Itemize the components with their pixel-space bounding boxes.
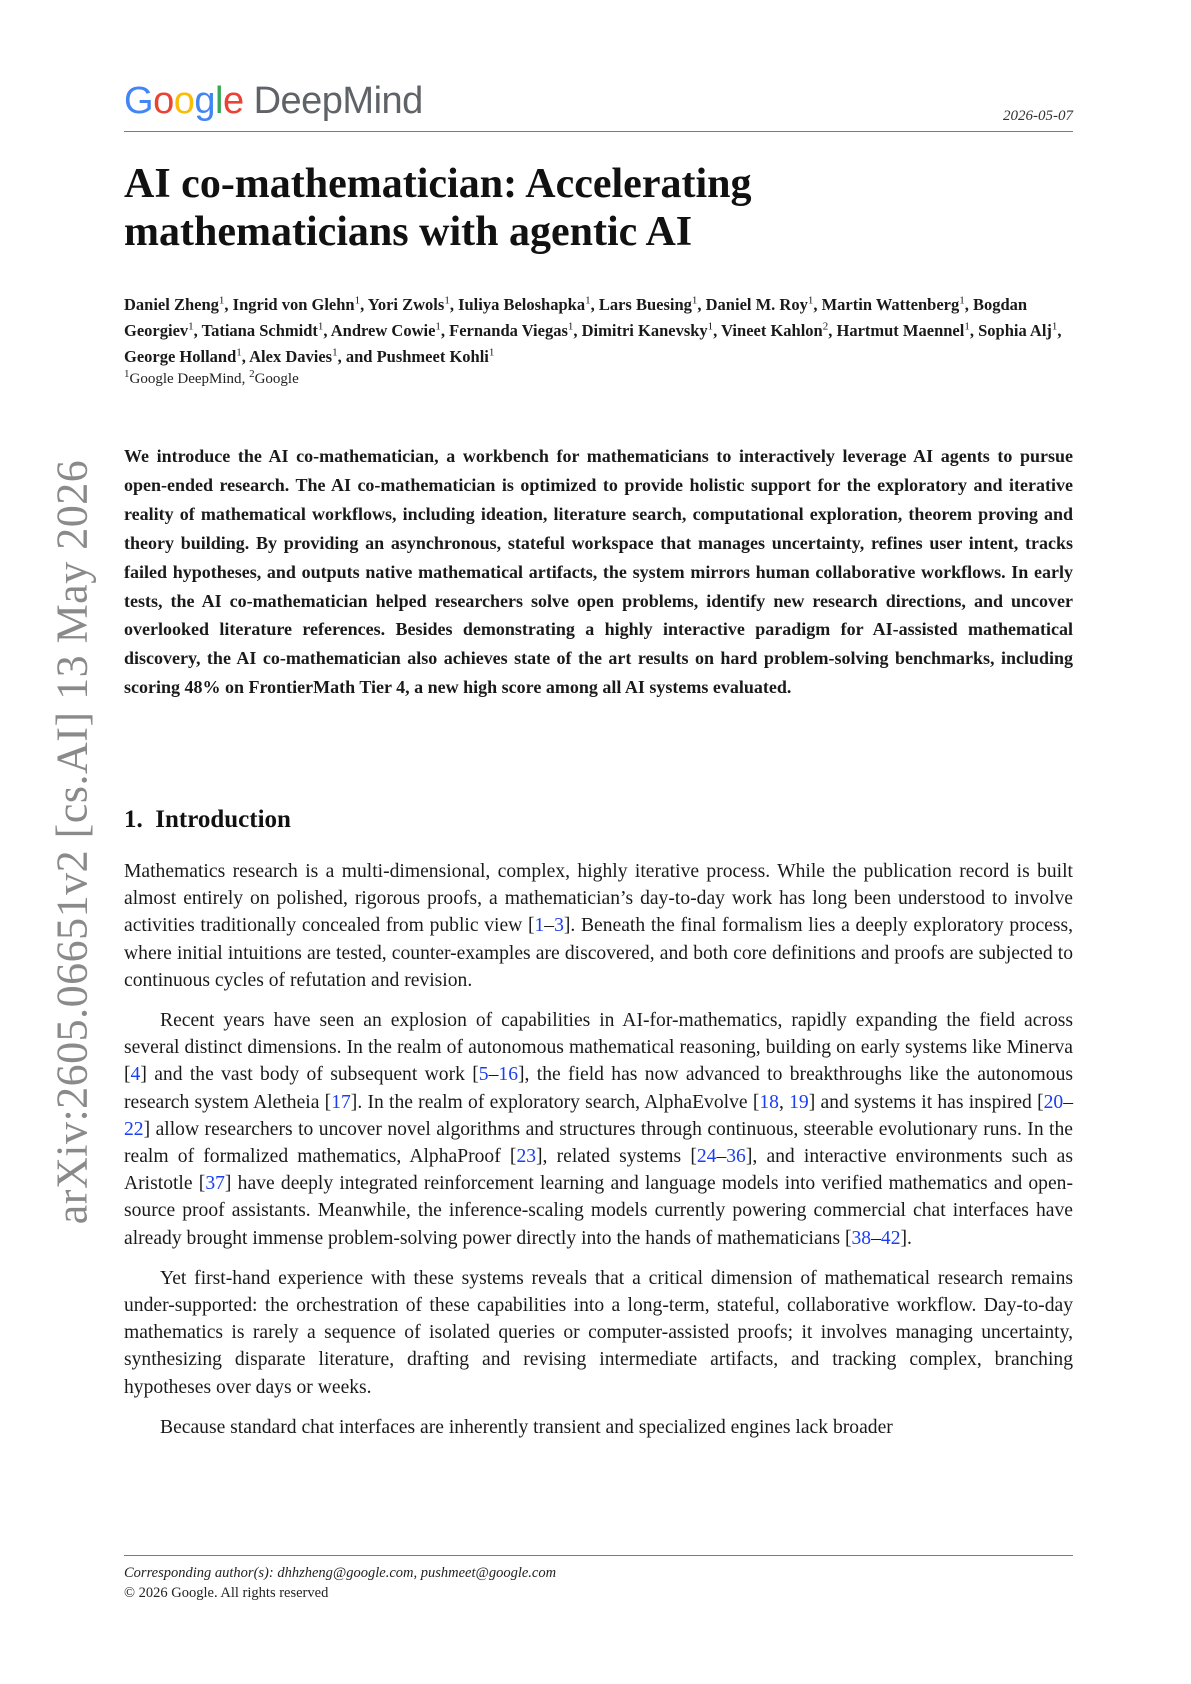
author-name: Ingrid von Glehn xyxy=(232,295,355,314)
citation-link[interactable]: 24 xyxy=(696,1146,717,1168)
author-name: Fernanda Viegas xyxy=(449,321,568,340)
body-paragraph: Mathematics research is a multi-dimensional, complex, highly iterative process. While the publication record is built almost entirely on polished, rigorous proofs, a mathematician’s day-to-day work has long been understood to involve activities traditionally concealed from public view [1–3]. Beneath the final formalism lies a deeply exploratory process, where initial intuitions are tested, counter-examples are discovered, and both core definitions and proofs are subjected to continuous cycles of refutation and revision. xyxy=(124,861,1073,991)
affiliation-mark: 1 xyxy=(691,294,698,307)
logo-brand-word: DeepMind xyxy=(253,80,423,122)
author-name: Bogdan Georgiev xyxy=(124,295,1028,340)
affiliation-mark: 1 xyxy=(236,346,242,359)
affiliation-mark: 1 xyxy=(317,320,324,333)
body-paragraph: Because standard chat interfaces are inherently transient and specialized engines lack broader xyxy=(160,1416,893,1438)
footer-divider xyxy=(124,1555,1073,1556)
affiliation-mark: 1 xyxy=(567,320,574,333)
author-name: Andrew Cowie xyxy=(330,321,436,340)
citation-link[interactable]: 23 xyxy=(516,1146,537,1168)
author-name: Pushmeet Kohli xyxy=(376,347,489,366)
affiliation-mark: 1 xyxy=(354,294,361,307)
citation-link[interactable]: 22 xyxy=(124,1118,144,1140)
author-name: Daniel M. Roy xyxy=(705,295,808,314)
affiliation-mark: 2 xyxy=(822,320,829,333)
body-paragraph: Yet first-hand experience with these systems reveals that a critical dimension of mathematical research remains under-supported: the orchestration of these capabilities into a long-term, stateful, collaborative workflow. Day-to-day mathematics is rarely a sequence of isolated queries or computer-assisted proofs; it involves managing uncertainty, synthesizing disparate literature, drafting and revising intermediate artifacts, and tracking complex, branching hypotheses over days or weeks. xyxy=(124,1267,1073,1398)
citation-link[interactable]: 38 xyxy=(851,1227,872,1249)
citation-link[interactable]: 5 xyxy=(478,1064,489,1086)
affiliation-mark: 1 xyxy=(585,294,591,307)
affiliation-mark: 1 xyxy=(218,294,225,307)
author-list: Daniel Zheng$^1$, Ingrid von Glehn$^1$, Yori Zwols$^1$, Iuliya Beloshapka$^1$, Lars Buesing$^1$, Daniel M. Roy$^1$, Martin Wattenberg$^1$, Bogdan Georgiev$^1$, Tatiana Schmidt$^1$, Andrew Cowie$^1$, Fernanda Viegas$^1$, Dimitri Kanevsky$^1$, Vineet Kahlon$^2$, Hartmut Maennel$^1$, Sophia Alj$^1$, George Holland$^1$, Alex Davies$^1$, and Pushmeet Kohli$^1$ xyxy=(124,294,1062,366)
logo-letter: g xyxy=(194,80,215,122)
affiliation-mark: 1 xyxy=(444,294,450,307)
affiliation-mark: 1 xyxy=(435,320,441,333)
logo-letter: G xyxy=(124,80,154,122)
paper-date: 2026-05-07 xyxy=(1003,108,1073,124)
google-deepmind-logo xyxy=(124,80,423,126)
section-heading-introduction xyxy=(124,806,291,834)
affiliation-mark: 1 xyxy=(332,346,338,359)
citation-link[interactable]: 20 xyxy=(1043,1091,1064,1113)
citation-link[interactable]: 18 xyxy=(759,1091,779,1113)
citation-link[interactable]: 19 xyxy=(789,1091,809,1113)
affiliation-mark: 1 xyxy=(807,294,814,307)
citation-link[interactable]: 37 xyxy=(205,1173,225,1195)
logo-letter: o xyxy=(153,80,174,122)
author-name: Vineet Kahlon xyxy=(721,321,823,340)
citation-link[interactable]: 17 xyxy=(331,1091,351,1113)
citation-link[interactable]: 16 xyxy=(498,1064,518,1086)
author-name: Iuliya Beloshapka xyxy=(458,295,586,314)
affiliation-name: Google xyxy=(254,371,299,387)
affiliation-mark: 2 xyxy=(249,368,255,380)
author-name: Hartmut Maennel xyxy=(836,321,965,340)
section-number: 1. xyxy=(124,806,143,833)
author-name: Sophia Alj xyxy=(978,321,1052,340)
citation-link[interactable]: 1 xyxy=(534,915,545,937)
paper-title: AI co-mathematician: Accelerating mathematicians with agentic AI xyxy=(124,161,752,255)
affiliation-mark: 1 xyxy=(964,320,970,333)
citation-link[interactable]: 4 xyxy=(130,1064,141,1086)
author-name: Dimitri Kanevsky xyxy=(581,321,708,340)
author-name: Alex Davies xyxy=(249,347,333,366)
citation-link[interactable]: 3 xyxy=(554,915,564,937)
author-name: Tatiana Schmidt xyxy=(201,321,318,340)
logo-letter: o xyxy=(173,80,195,122)
affiliation-name: Google DeepMind xyxy=(129,371,242,387)
affiliations: $^1$Google DeepMind, $^2$Google xyxy=(124,368,299,387)
affiliation-mark: 1 xyxy=(959,294,965,307)
affiliation-mark: 1 xyxy=(124,368,130,380)
author-name: Yori Zwols xyxy=(367,295,445,314)
author-name: George Holland xyxy=(124,347,237,366)
affiliation-mark: 1 xyxy=(1051,320,1058,333)
copyright-notice: © 2026 Google. All rights reserved xyxy=(124,1585,329,1601)
author-name: Daniel Zheng xyxy=(124,295,219,314)
section-title: Introduction xyxy=(155,806,291,833)
affiliation-mark: 1 xyxy=(188,320,194,333)
citation-link[interactable]: 36 xyxy=(726,1146,746,1168)
arxiv-stamp: arXiv:2605.06651v2 [cs.AI] 13 May 2026 xyxy=(47,459,97,1225)
author-name: Martin Wattenberg xyxy=(821,295,960,314)
header-divider xyxy=(124,131,1073,132)
corresponding-authors: Corresponding author(s): dhhzheng@google.com, pushmeet@google.com xyxy=(124,1565,557,1581)
affiliation-mark: 1 xyxy=(488,346,495,359)
affiliation-mark: 1 xyxy=(707,320,714,333)
logo-letter: e xyxy=(222,80,244,122)
citation-link[interactable]: 42 xyxy=(880,1227,901,1249)
footer xyxy=(124,1563,556,1603)
introduction-body xyxy=(124,858,1073,1454)
logo-letter: l xyxy=(214,80,223,122)
abstract: We introduce the AI co-mathematician, a workbench for mathematicians to interactively leverage AI agents to pursue open-ended research. The AI co-mathematician is optimized to provide holistic support for the exploratory and iterative reality of mathematical workflows, including ideation, literature search, computational exploration, theorem proving and theory building. By providing an asynchronous, stateful workspace that manages uncertainty, refines user intent, tracks failed hypotheses, and outputs native mathematical artifacts, the system mirrors human collaborative workflows. In early tests, the AI co-mathematician helped researchers solve open problems, identify new research directions, and uncover overlooked literature references. Besides demonstrating a highly interactive paradigm for AI-assisted mathematical discovery, the AI co-mathematician also achieves state of the art results on hard problem-solving benchmarks, including scoring 48% on FrontierMath Tier 4, a new high score among all AI systems evaluated. xyxy=(124,446,1073,698)
author-name: Lars Buesing xyxy=(598,295,692,314)
body-paragraph: Recent years have seen an explosion of capabilities in AI-for-mathematics, rapidly expanding the field across several distinct dimensions. In the realm of autonomous mathematical reasoning, building on early systems like Minerva [4] and the vast body of subsequent work [5–16], the field has now advanced to breakthroughs like the autonomous research system Aletheia [17]. In the realm of exploratory search, AlphaEvolve [18, 19] and systems it has inspired [20–22] allow researchers to uncover novel algorithms and structures through continuous, steerable evolutionary runs. In the realm of formalized mathematics, AlphaProof [23], related systems [24–36], and interactive environments such as Aristotle [37] have deeply integrated reinforcement learning and language models into verified mathematics and open-source proof assistants. Meanwhile, the inference-scaling models currently powering commercial chat interfaces have already brought immense problem-solving power directly into the hands of mathematicians [38–42]. xyxy=(124,1010,1074,1249)
